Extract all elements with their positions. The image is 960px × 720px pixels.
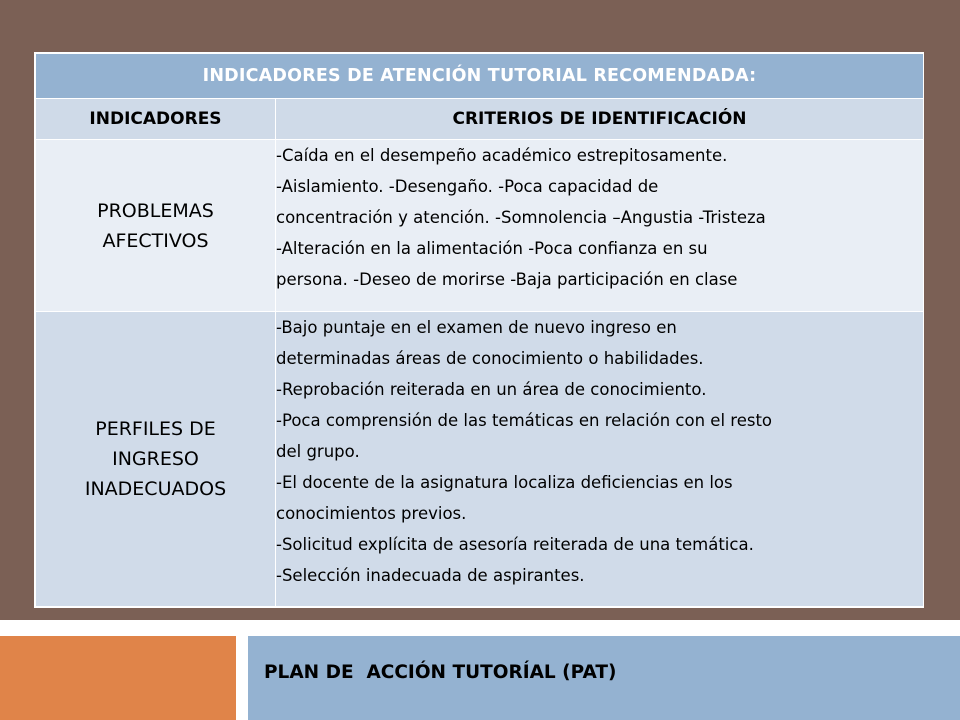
column-header-criteria: CRITERIOS DE IDENTIFICACIÓN	[276, 99, 924, 140]
column-header-indicators: INDICADORES	[36, 99, 276, 140]
criteria-line: conocimientos previos.	[276, 504, 467, 523]
criteria-line: -Solicitud explícita de asesoría reiterada de una temática.	[276, 535, 754, 554]
row-criteria-perfiles-de-ingreso	[276, 312, 924, 607]
criteria-line: -Poca comprensión de las temáticas en relación con el resto	[276, 411, 773, 430]
row-criteria-problemas-afectivos	[276, 140, 924, 312]
row-label-line: AFECTIVOS	[102, 229, 209, 252]
criteria-line: -Caída en el desempeño académico estrepitosamente.	[276, 146, 728, 165]
footer-title: PLAN DE ACCIÓN TUTORÍAL (PAT)	[264, 662, 617, 683]
row-label-line: PROBLEMAS	[97, 199, 214, 222]
table-row	[36, 140, 924, 312]
footer-title-bar	[248, 636, 960, 720]
indicators-table-container	[34, 52, 924, 608]
criteria-line: persona. -Deseo de morirse -Baja participación en clase	[276, 270, 738, 289]
criteria-line: -Aislamiento. -Desengaño. -Poca capacidad de	[276, 177, 659, 196]
criteria-line: -Reprobación reiterada en un área de conocimiento.	[276, 380, 707, 399]
table-title: INDICADORES DE ATENCIÓN TUTORIAL RECOMENDADA:	[36, 54, 924, 99]
criteria-line: -Bajo puntaje en el examen de nuevo ingreso en	[276, 318, 677, 337]
criteria-line: -Alteración en la alimentación -Poca confianza en su	[276, 239, 708, 258]
criteria-line: determinadas áreas de conocimiento o habilidades.	[276, 349, 704, 368]
table-row	[36, 312, 924, 607]
row-label-line: INADECUADOS	[84, 478, 227, 500]
row-label-problemas-afectivos	[36, 140, 276, 312]
row-label-line: INGRESO	[112, 448, 199, 470]
criteria-line: -El docente de la asignatura localiza deficiencias en los	[276, 473, 733, 492]
criteria-line: -Selección inadecuada de aspirantes.	[276, 566, 585, 585]
table-header-row	[36, 99, 924, 140]
table-title-row	[36, 54, 924, 99]
row-label-line: PERFILES DE	[95, 418, 216, 440]
criteria-line: del grupo.	[276, 442, 360, 461]
criteria-line: concentración y atención. -Somnolencia –Angustia -Tristeza	[276, 208, 766, 227]
row-label-perfiles-de-ingreso	[36, 312, 276, 607]
footer-accent-block	[0, 636, 236, 720]
indicators-table	[35, 53, 924, 607]
